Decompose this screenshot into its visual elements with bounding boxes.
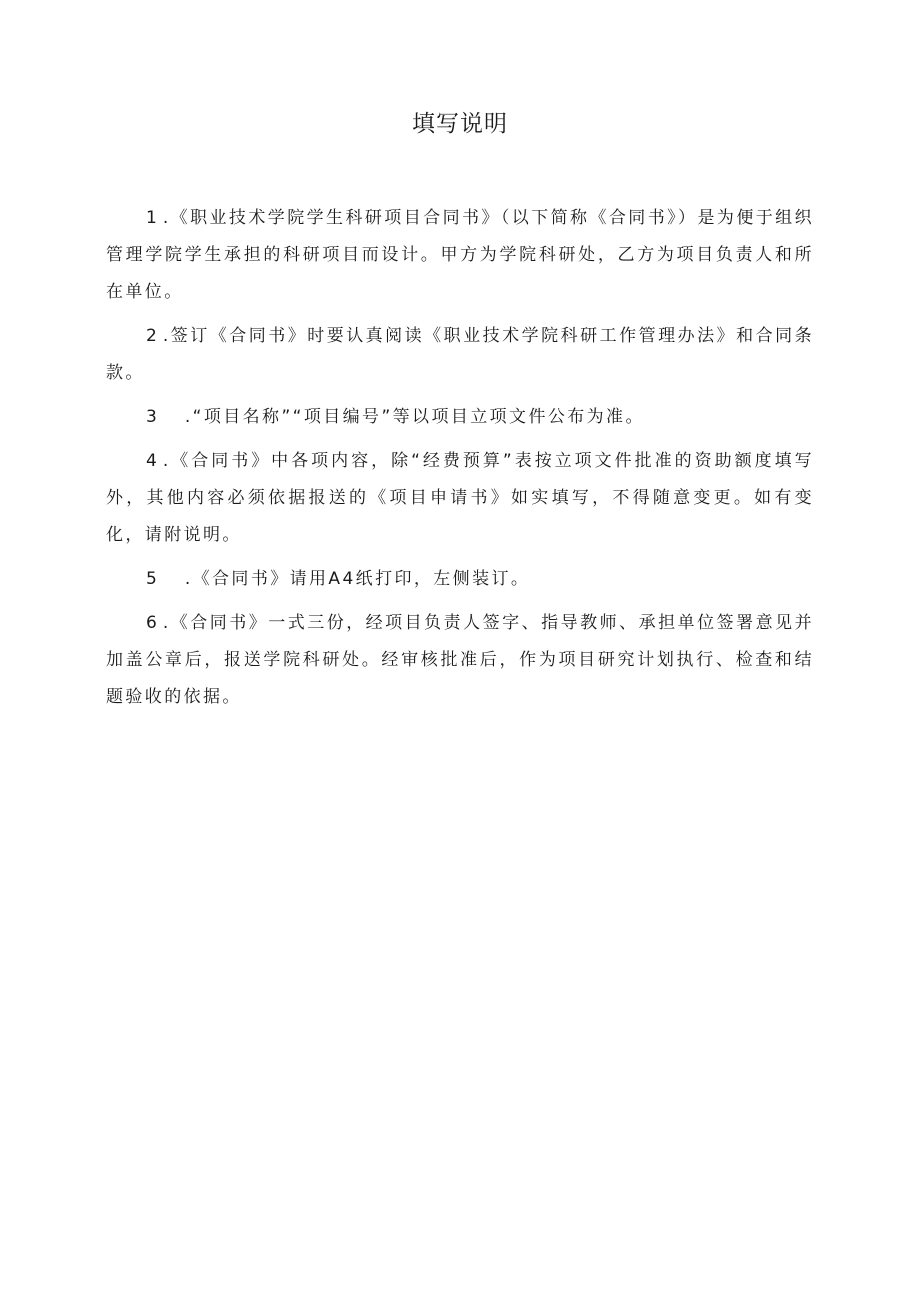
instruction-item-5 bbox=[106, 561, 814, 598]
item-text: .《合同书》中各项内容，除“经费预算”表按立项文件批准的资助额度填写外，其他内容必须依据报送的《项目申请书》如实填写，不得随意变更。如有变化，请附说明。 bbox=[106, 451, 814, 545]
instruction-item-6 bbox=[106, 605, 814, 716]
item-number: 6 bbox=[146, 613, 157, 633]
item-number: 3 bbox=[146, 407, 157, 427]
item-number: 1 bbox=[146, 208, 157, 228]
item-text: .《合同书》请用A4纸打印，左侧装订。 bbox=[184, 569, 531, 589]
item-number: 2 bbox=[146, 326, 157, 346]
instruction-item-2 bbox=[106, 318, 814, 392]
item-number: 4 bbox=[146, 451, 157, 471]
instruction-item-3 bbox=[106, 399, 814, 436]
page-title: 填写说明 bbox=[412, 111, 508, 137]
item-text: .“项目名称”“项目编号”等以项目立项文件公布为准。 bbox=[184, 407, 645, 427]
item-number: 5 bbox=[146, 569, 157, 589]
instruction-item-1 bbox=[106, 200, 814, 311]
item-text: .《职业技术学院学生科研项目合同书》（以下简称《合同书》）是为便于组织管理学院学生承担的科研项目而设计。甲方为学院科研处，乙方为项目负责人和所在单位。 bbox=[106, 208, 814, 302]
item-text: .签订《合同书》时要认真阅读《职业技术学院科研工作管理办法》和合同条款。 bbox=[106, 326, 814, 383]
instructions-list bbox=[106, 200, 814, 723]
instruction-item-4 bbox=[106, 443, 814, 554]
item-text: .《合同书》一式三份，经项目负责人签字、指导教师、承担单位签署意见并加盖公章后，报送学院科研处。经审核批准后，作为项目研究计划执行、检查和结题验收的依据。 bbox=[106, 613, 814, 707]
